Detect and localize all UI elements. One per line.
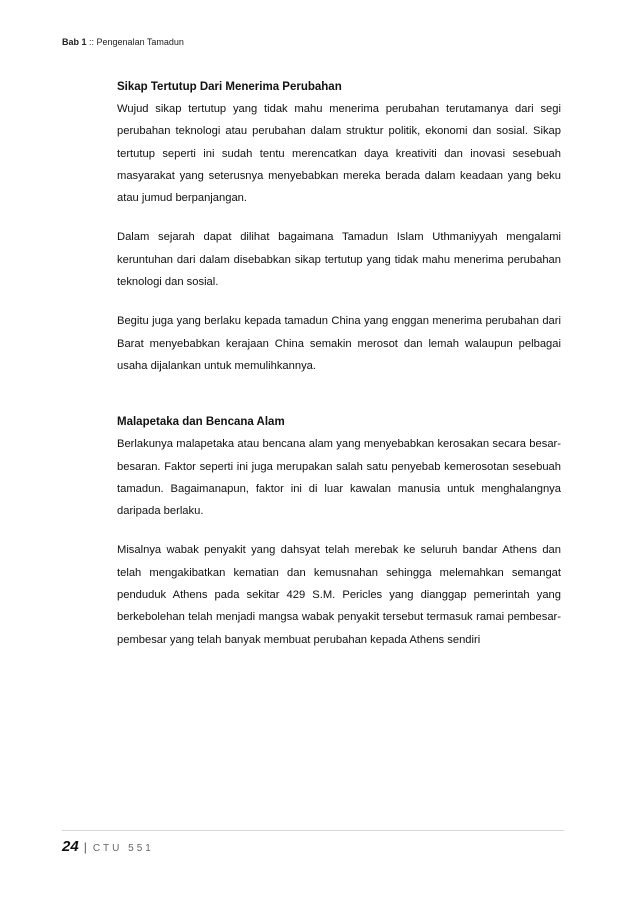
footer-separator: | (83, 840, 87, 854)
page-number: 24 (62, 838, 79, 855)
section-sikap-tertutup (117, 76, 561, 377)
course-code: CTU 551 (92, 843, 154, 854)
chapter-label: Bab 1 (62, 37, 87, 47)
section-heading: Sikap Tertutup Dari Menerima Perubahan (117, 81, 342, 93)
paragraph: Wujud sikap tertutup yang tidak mahu menerima perubahan terutamanya dari segi perubahan teknologi atau perubahan dalam struktur politik, ekonomi dan sosial. Sikap tertutup seperti ini sudah tentu merencatkan daya kreativiti dan inovasi sesebuah masyarakat yang seterusnya menyebabkan mereka berada dalam keadaan yang beku atau jumud berpanjangan. (117, 103, 561, 205)
paragraph: Dalam sejarah dapat dilihat bagaimana Tamadun Islam Uthmaniyyah mengalami keruntuhan dari dalam disebabkan sikap tertutup yang tidak mahu menerima perubahan teknologi dan sosial. (117, 231, 561, 289)
chapter-title: Pengenalan Tamadun (96, 37, 184, 47)
header-separator: :: (86, 37, 97, 47)
paragraph: Begitu juga yang berlaku kepada tamadun China yang enggan menerima perubahan dari Barat menyebabkan kerajaan China semakin merosot dan lemah walaupun pelbagai usaha dijalankan untuk memulihkannya. (117, 315, 561, 372)
page-body (117, 76, 561, 651)
footer-divider (62, 830, 564, 831)
page-footer (62, 838, 154, 855)
section-heading: Malapetaka dan Bencana Alam (117, 416, 285, 429)
section-malapetaka (117, 411, 561, 651)
paragraph: Misalnya wabak penyakit yang dahsyat telah merebak ke seluruh bandar Athens dan telah mengakibatkan kematian dan kemusnahan sehingga melemahkan semangat penduduk Athens pada sekitar 429 S.M. Pericles yang dianggap pemerintah yang berkebolehan telah menjadi mangsa wabak penyakit tersebut termasuk ramai pembesar-pembesar yang telah banyak membuat perubahan kepada Athens sendiri (117, 544, 561, 646)
running-header (62, 37, 184, 47)
paragraph: Berlakunya malapetaka atau bencana alam yang menyebabkan kerosakan secara besar-besaran. Faktor seperti ini juga merupakan salah satu penyebab kemerosotan sesebuah tamadun. Bagaimanapun, faktor ini di luar kawalan manusia untuk menghalangnya daripada berlaku. (117, 438, 561, 518)
